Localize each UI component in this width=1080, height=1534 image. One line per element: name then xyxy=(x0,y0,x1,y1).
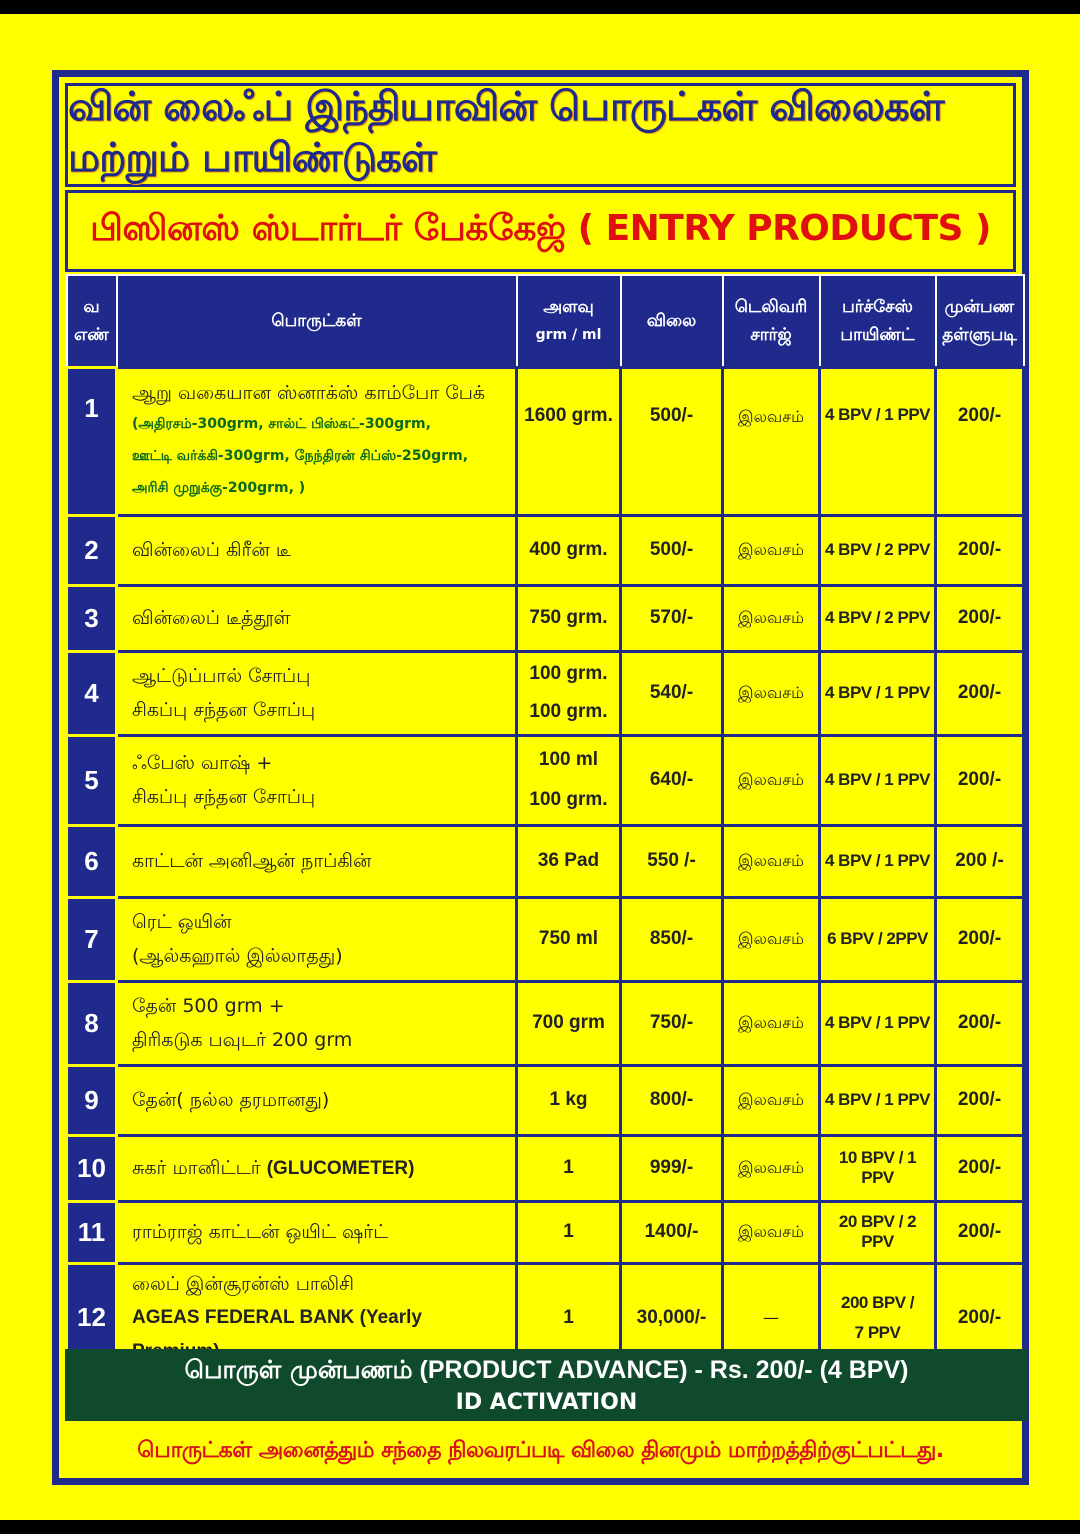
purchase-points: 4 BPV / 1 PPV xyxy=(820,825,936,897)
product-price: 540/- xyxy=(621,651,723,735)
advance-discount: 200/- xyxy=(936,981,1024,1065)
header-points: பர்ச்சேஸ் பாயிண்ட் xyxy=(820,275,936,367)
product-price: 640/- xyxy=(621,735,723,825)
delivery-charge: இலவசம் xyxy=(723,1135,820,1201)
header-advance: முன்பண தள்ளுபடி xyxy=(936,275,1024,367)
delivery-charge: இலவசம் xyxy=(723,825,820,897)
row-number: 7 xyxy=(67,897,117,981)
product-name: வின்லைப் டீத்தூள் xyxy=(117,585,517,651)
product-name: ரெட் ஒயின் (ஆல்கஹால் இல்லாதது) xyxy=(117,897,517,981)
row-number: 3 xyxy=(67,585,117,651)
header-sno: வ எண் xyxy=(67,275,117,367)
table-row xyxy=(67,897,1024,981)
product-name: தேன்( நல்ல தரமானது) xyxy=(117,1065,517,1135)
product-size: 1600 grm. xyxy=(517,367,621,515)
product-size: 1 xyxy=(517,1263,621,1372)
table-row xyxy=(67,735,1024,825)
product-size: 400 grm. xyxy=(517,515,621,585)
table-row xyxy=(67,367,1024,515)
delivery-charge: இலவசம் xyxy=(723,651,820,735)
purchase-points: 200 BPV / 7 PPV xyxy=(820,1263,936,1372)
product-price: 500/- xyxy=(621,515,723,585)
product-price: 1400/- xyxy=(621,1201,723,1263)
product-price: 850/- xyxy=(621,897,723,981)
title-banner xyxy=(65,83,1016,187)
table-row xyxy=(67,1201,1024,1263)
poster xyxy=(0,14,1080,1520)
product-size: 1 kg xyxy=(517,1065,621,1135)
product-size: 700 grm xyxy=(517,981,621,1065)
purchase-points: 20 BPV / 2 PPV xyxy=(820,1201,936,1263)
table-header-row xyxy=(67,275,1024,367)
product-size: 750 grm. xyxy=(517,585,621,651)
product-size: 750 ml xyxy=(517,897,621,981)
price-table xyxy=(65,274,1025,1374)
product-name: வின்லைப் கிரீன் டீ xyxy=(117,515,517,585)
table-row xyxy=(67,1135,1024,1201)
advance-discount: 200 /- xyxy=(936,825,1024,897)
product-name: லைப் இன்சூரன்ஸ் பாலிசி AGEAS FEDERAL BANK (Yearly xyxy=(117,1263,517,1372)
table-row xyxy=(67,825,1024,897)
delivery-charge: இலவசம் xyxy=(723,897,820,981)
delivery-charge: இலவசம் xyxy=(723,735,820,825)
advance-discount: 200/- xyxy=(936,367,1024,515)
product-size: 1 xyxy=(517,1201,621,1263)
product-name: ஃபேஸ் வாஷ் + சிகப்பு சந்தன சோப்பு xyxy=(117,735,517,825)
product-size: 100 grm. 100 grm. xyxy=(517,651,621,735)
row-number: 2 xyxy=(67,515,117,585)
purchase-points: 4 BPV / 1 PPV xyxy=(820,735,936,825)
price-disclaimer: பொருட்கள் அனைத்தும் சந்தை நிலவரப்படி விலை தினமும் மாற்றத்திற்குட்பட்டது. xyxy=(137,1438,944,1463)
product-name: ராம்ராஜ் காட்டன் ஒயிட் ஷர்ட் xyxy=(117,1201,517,1263)
row-number: 1 xyxy=(67,367,117,515)
delivery-charge: இலவசம் xyxy=(723,585,820,651)
product-size: 1 xyxy=(517,1135,621,1201)
product-price: 570/- xyxy=(621,585,723,651)
delivery-charge: இலவசம் xyxy=(723,1201,820,1263)
table-row xyxy=(67,585,1024,651)
row-number: 11 xyxy=(67,1201,117,1263)
row-number: 12 xyxy=(67,1263,117,1372)
product-name: ஆறு வகையான ஸ்னாக்ஸ் காம்போ பேக் (அதிரசம்-300grm, சால்ட் பிஸ்கட்-300grm, ஊட்டி வர்க்கி-300grm, நேந்திரன் சிப்ஸ்-250grm, அரிசி முறுக்கு-200grm, ) xyxy=(117,367,517,515)
product-price: 750/- xyxy=(621,981,723,1065)
delivery-charge: இலவசம் xyxy=(723,367,820,515)
row-number: 10 xyxy=(67,1135,117,1201)
subtitle-banner xyxy=(65,190,1016,272)
advance-discount: 200/- xyxy=(936,1263,1024,1372)
purchase-points: 4 BPV / 1 PPV xyxy=(820,981,936,1065)
purchase-points: 4 BPV / 1 PPV xyxy=(820,651,936,735)
advance-discount: 200/- xyxy=(936,1201,1024,1263)
header-delivery: டெலிவரி சார்ஜ் xyxy=(723,275,820,367)
advance-discount: 200/- xyxy=(936,735,1024,825)
product-name: சுகர் மானிட்டர் (GLUCOMETER) xyxy=(117,1135,517,1201)
table-row xyxy=(67,651,1024,735)
delivery-charge: இலவசம் xyxy=(723,1065,820,1135)
purchase-points: 4 BPV / 2 PPV xyxy=(820,515,936,585)
row-number: 9 xyxy=(67,1065,117,1135)
product-advance-text: பொருள் முன்பணம் (PRODUCT ADVANCE) - Rs. 200/- (4 BPV) xyxy=(184,1355,909,1384)
row-number: 8 xyxy=(67,981,117,1065)
product-price: 500/- xyxy=(621,367,723,515)
purchase-points: 4 BPV / 2 PPV xyxy=(820,585,936,651)
row-number: 4 xyxy=(67,651,117,735)
row-number: 6 xyxy=(67,825,117,897)
id-activation-text: ID ACTIVATION xyxy=(455,1390,638,1415)
delivery-charge: — xyxy=(723,1263,820,1372)
product-name: ஆட்டுப்பால் சோப்பு சிகப்பு சந்தன சோப்பு xyxy=(117,651,517,735)
purchase-points: 6 BPV / 2PPV xyxy=(820,897,936,981)
advance-discount: 200/- xyxy=(936,585,1024,651)
advance-discount: 200/- xyxy=(936,515,1024,585)
page-title: வின் லைஃப் இந்தியாவின் பொருட்கள் விலைகள் மற்றும் பாயிண்டுகள் xyxy=(68,84,944,181)
product-price: 800/- xyxy=(621,1065,723,1135)
purchase-points: 4 BPV / 1 PPV xyxy=(820,1065,936,1135)
product-price: 550 /- xyxy=(621,825,723,897)
page-subtitle: பிஸினஸ் ஸ்டார்டர் பேக்கேஜ் ( ENTRY PRODUCTS ) xyxy=(90,208,991,249)
table-row xyxy=(67,981,1024,1065)
product-price: 30,000/- xyxy=(621,1263,723,1372)
product-name: தேன் 500 grm + திரிகடுக பவுடர் 200 grm xyxy=(117,981,517,1065)
advance-discount: 200/- xyxy=(936,897,1024,981)
purchase-points: 10 BPV / 1 PPV xyxy=(820,1135,936,1201)
product-size: 36 Pad xyxy=(517,825,621,897)
header-price: விலை xyxy=(621,275,723,367)
delivery-charge: இலவசம் xyxy=(723,515,820,585)
purchase-points: 4 BPV / 1 PPV xyxy=(820,367,936,515)
header-size: அளவு grm / ml xyxy=(517,275,621,367)
product-name: காட்டன் அனிஆன் நாப்கின் xyxy=(117,825,517,897)
table-row xyxy=(67,515,1024,585)
advance-discount: 200/- xyxy=(936,1065,1024,1135)
table-row xyxy=(67,1065,1024,1135)
product-size: 100 ml 100 grm. xyxy=(517,735,621,825)
poster-frame xyxy=(52,70,1029,1485)
product-advance-banner xyxy=(65,1349,1028,1421)
header-product: பொருட்கள் xyxy=(117,275,517,367)
row-number: 5 xyxy=(67,735,117,825)
advance-discount: 200/- xyxy=(936,651,1024,735)
product-price: 999/- xyxy=(621,1135,723,1201)
advance-discount: 200/- xyxy=(936,1135,1024,1201)
delivery-charge: இலவசம் xyxy=(723,981,820,1065)
